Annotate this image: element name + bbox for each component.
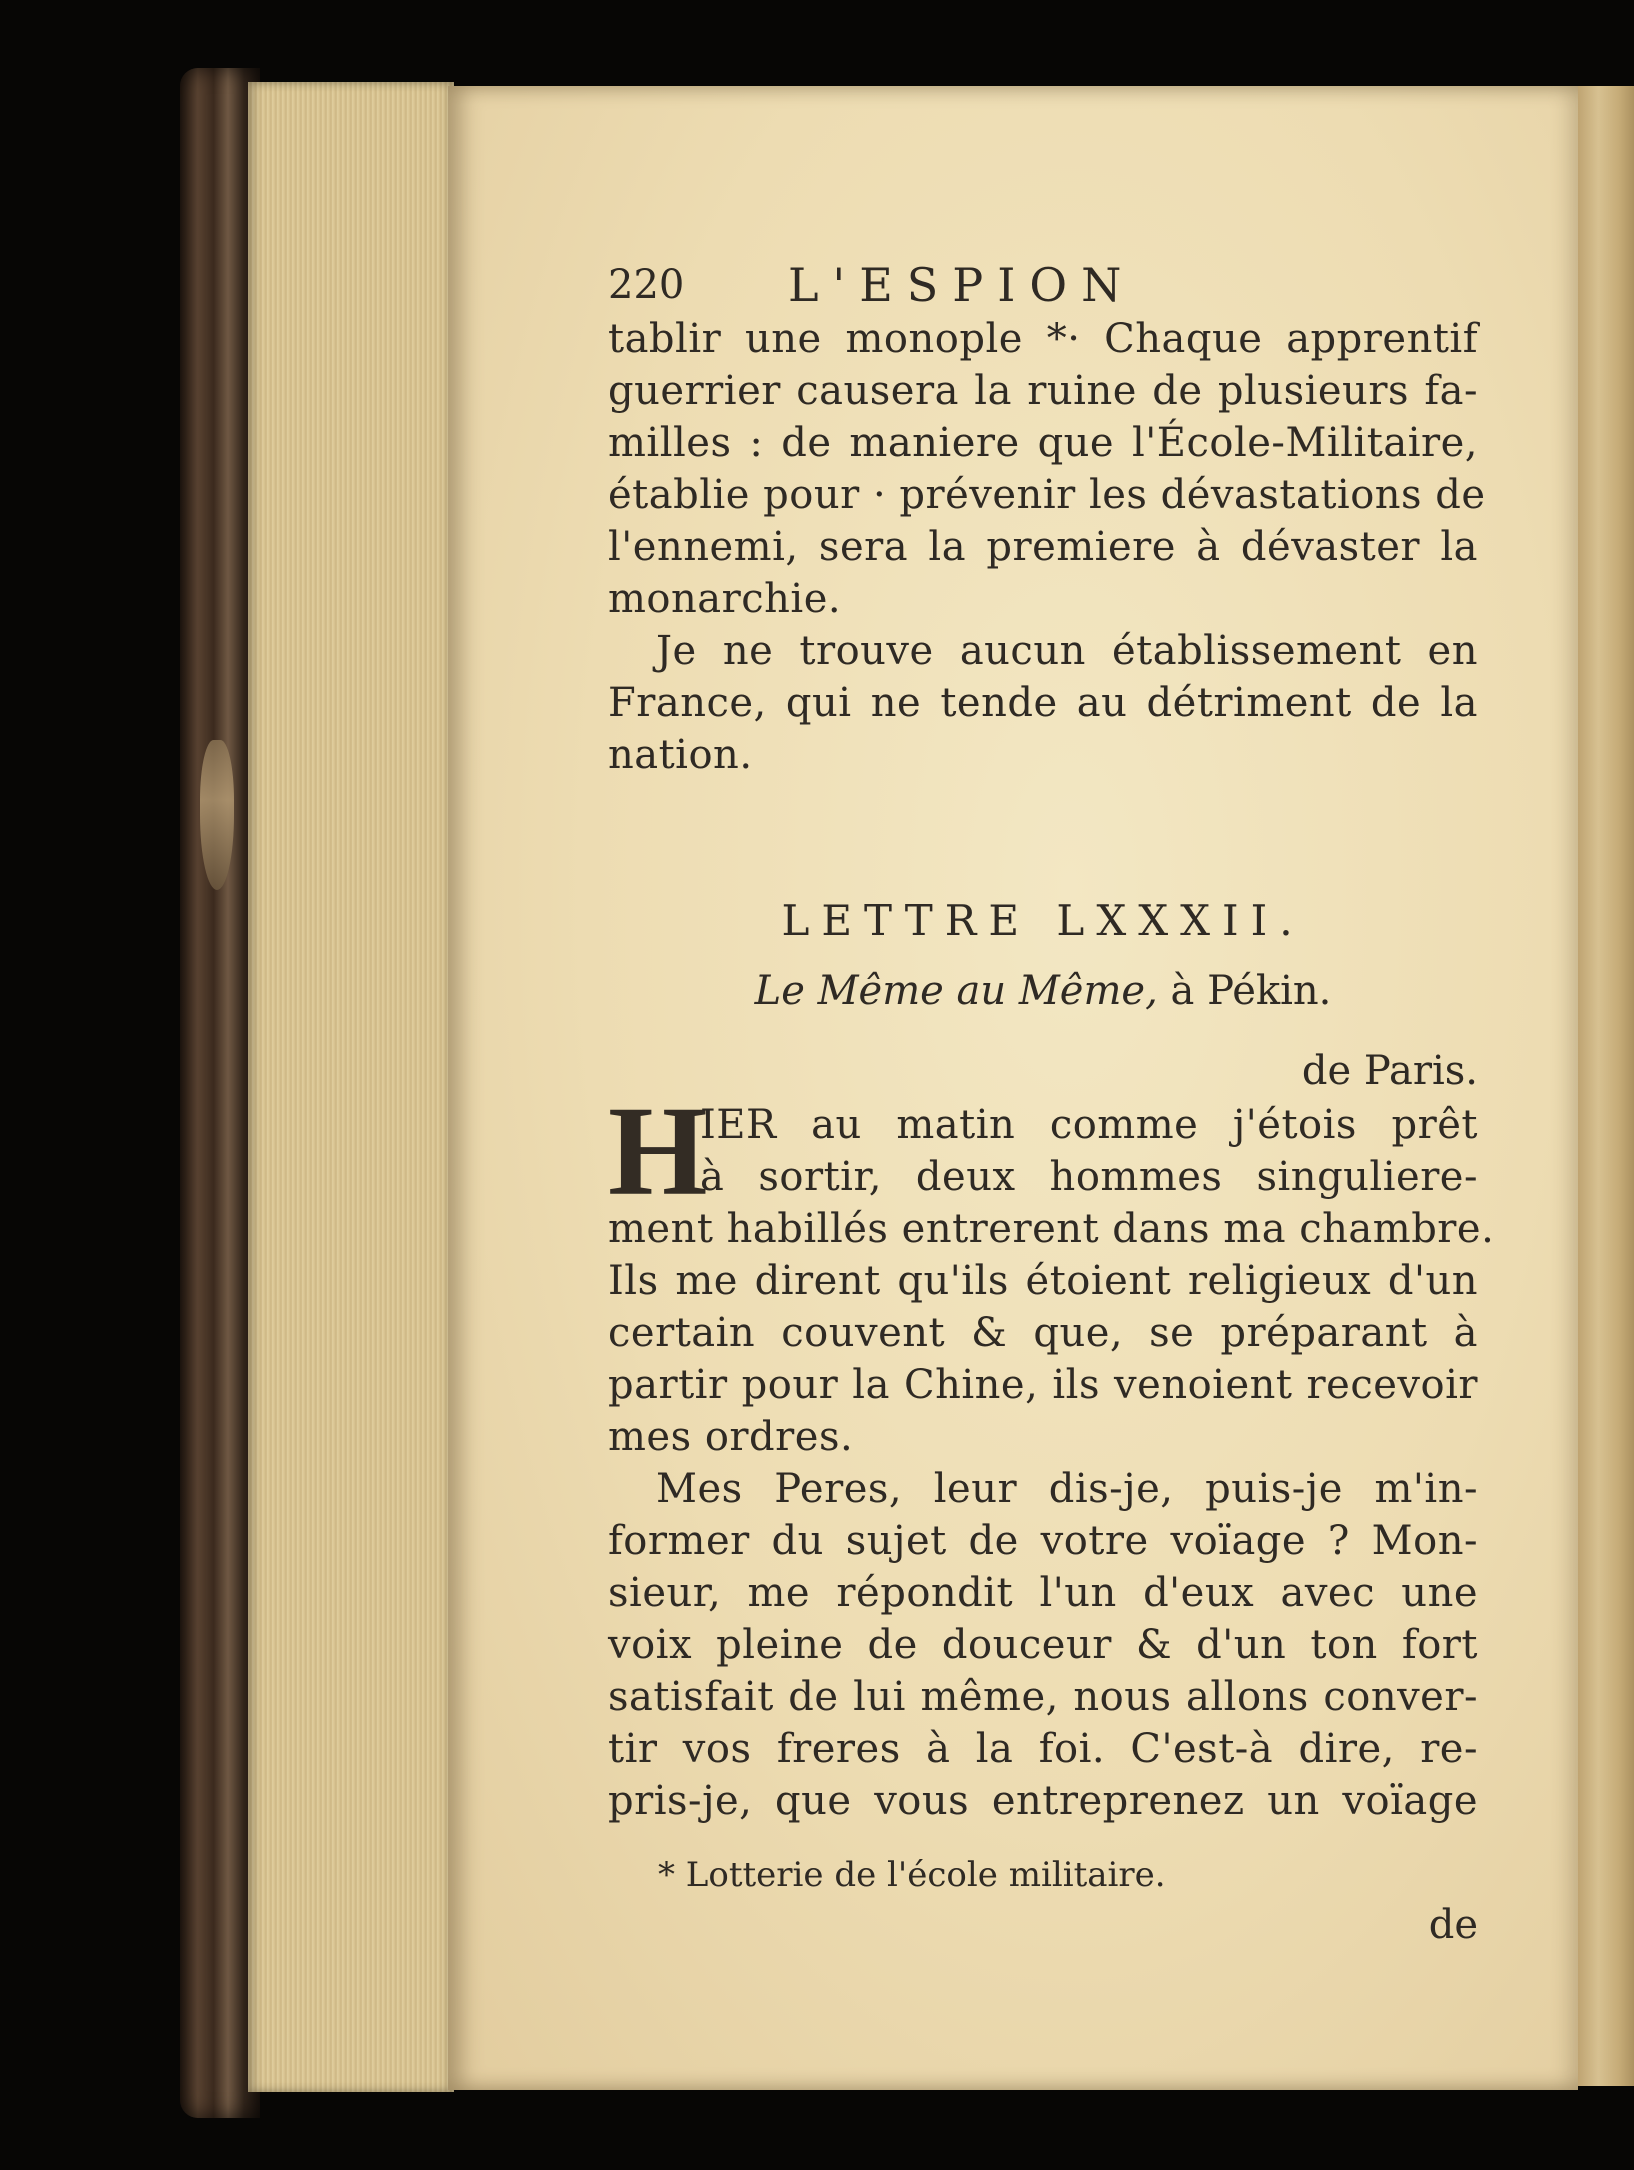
- text-line: tir vos freres à la foi. C'est-à dire, re-: [608, 1726, 1478, 1772]
- drop-cap: H: [608, 1080, 708, 1222]
- book-page: [448, 86, 1578, 2090]
- text-line: mes ordres.: [608, 1414, 854, 1460]
- catchword: de: [1428, 1902, 1478, 1948]
- text-line: Ils me dirent qu'ils étoient religieux d'un: [608, 1258, 1478, 1304]
- text-line: certain couvent & que, se préparant à: [608, 1310, 1478, 1356]
- text-line: ment habillés entrerent dans ma chambre.: [608, 1206, 1495, 1252]
- page-edges-left: [248, 82, 454, 2092]
- text-line: nation.: [608, 732, 753, 778]
- text-line: établie pour · prévenir les dévastations de: [608, 472, 1486, 518]
- text-line: l'ennemi, sera la premiere à dévaster la: [608, 524, 1478, 570]
- page-number: 220: [608, 262, 685, 308]
- letter-heading: LETTRE LXXXII.: [781, 896, 1305, 945]
- text-line: guerrier causera la ruine de plusieurs fa-: [608, 368, 1478, 414]
- text-line: partir pour la Chine, ils venoient recevoir: [608, 1362, 1478, 1408]
- text-line: Je ne trouve aucun établissement en: [656, 628, 1478, 674]
- text-line: milles : de maniere que l'École-Militaire,: [608, 420, 1478, 466]
- text-line: satisfait de lui même, nous allons conver-: [608, 1674, 1478, 1720]
- footnote: * Lotterie de l'école militaire.: [658, 1855, 1166, 1895]
- text-line: voix pleine de douceur & d'un ton fort: [608, 1622, 1478, 1668]
- text-line: tablir une monople *· Chaque apprentif: [608, 316, 1478, 362]
- dateline: de Paris.: [1301, 1048, 1478, 1094]
- running-header: [608, 258, 1478, 312]
- subtitle-rest: à Pékin.: [1157, 968, 1332, 1014]
- text-line: Mes Peres, leur dis-je, puis-je m'in-: [656, 1466, 1478, 1512]
- text-line: IER au matin comme j'étois prêt: [700, 1102, 1478, 1148]
- text-line: France, qui ne tende au détriment de la: [608, 680, 1478, 726]
- subtitle-italic: Le Même au Même,: [754, 968, 1158, 1014]
- page-edges-right: [1576, 86, 1634, 2086]
- text-line: sieur, me répondit l'un d'eux avec une: [608, 1570, 1478, 1616]
- letter-subtitle: [608, 964, 1478, 1018]
- running-title: L'ESPION: [788, 258, 1136, 312]
- text-line: monarchie.: [608, 576, 842, 622]
- spine-ornament: [200, 740, 234, 890]
- text-line: à sortir, deux hommes singuliere-: [700, 1154, 1478, 1200]
- text-line: former du sujet de votre voïage ? Mon-: [608, 1518, 1478, 1564]
- text-line: pris-je, que vous entreprenez un voïage: [608, 1778, 1478, 1824]
